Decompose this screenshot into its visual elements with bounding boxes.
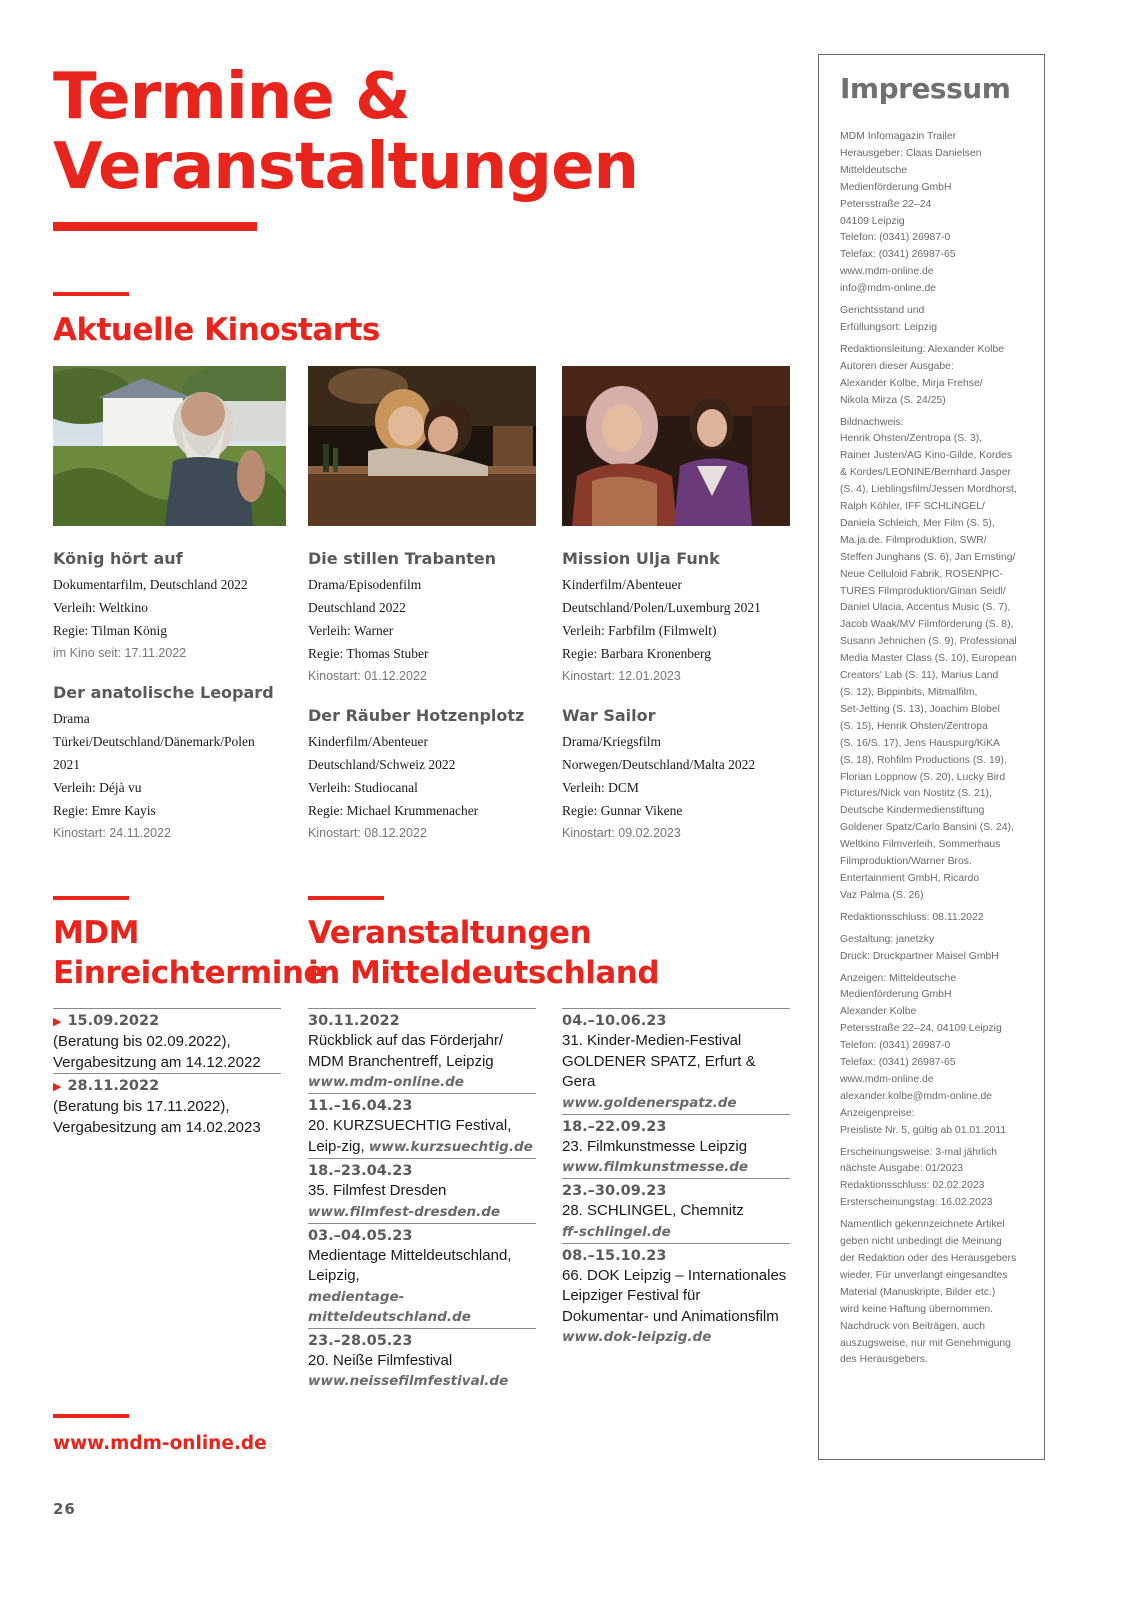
page-title-line-2: Veranstaltungen [53, 130, 639, 204]
impressum-line: der Redaktion oder des Herausgebers [840, 1253, 1017, 1264]
impressum-line: Neue Celluloid Fabrik, ROSENPIC- [840, 568, 1003, 580]
film-info-line: Norwegen/Deutschland/Malta 2022 [562, 757, 756, 772]
impressum-line: Material (Manuskripte, Bilder etc.) [840, 1286, 996, 1298]
event-date: 08.–15.10.23 [562, 1247, 667, 1264]
event-date: 18.–23.04.23 [308, 1163, 413, 1179]
impressum-line: (S. 4), Lieblingsfilm/Jessen Mordhorst, [840, 484, 1017, 496]
impressum-line: Ersterscheinungstag: 16.02.2023 [840, 1197, 993, 1209]
impressum-line: Telefon: (0341) 26987-0 [840, 1040, 951, 1052]
film-info-line: Drama/Episodenfilm [308, 577, 422, 592]
impressum-line: Medienförderung GmbH [840, 989, 952, 1001]
events-rule [308, 896, 384, 900]
film-title: Mission Ulja Funk [562, 549, 720, 568]
event-text: 35. Filmfest Dresden [308, 1182, 447, 1199]
impressum-line: Pictures/Nick von Nostitz (S. 21), [840, 788, 992, 800]
event-date: 30.11.2022 [308, 1013, 400, 1029]
film-info-line: Türkei/Deutschland/Dänemark/Polen [53, 734, 255, 749]
event-link[interactable]: www.goldenerspatz.de [562, 1094, 737, 1111]
impressum-block [840, 415, 1040, 905]
impressum-line: Druck: Druckpartner Maisel GmbH [840, 950, 999, 962]
event-date: 23.–28.05.23 [308, 1332, 413, 1349]
event-text: Rückblick auf das Förderjahr/ MDM Branchentreff, Leipzig [308, 1032, 504, 1070]
film-info-line: Verleih: Weltkino [53, 600, 149, 615]
impressum-line: Alexander Kolbe [840, 1006, 917, 1018]
impressum-line: info@mdm-online.de [840, 283, 937, 295]
film-title: Der anatolische Leopard [53, 683, 274, 702]
event-link[interactable]: www.filmfest-dresden.de [308, 1203, 501, 1220]
impressum-line: (S. 15), Henrik Ohsten/Zentropa [840, 720, 988, 732]
impressum-block [840, 932, 1040, 966]
impressum-block [840, 1217, 1040, 1369]
film-still-die-stillen-trabanten [308, 366, 541, 526]
impressum-line: Susann Jehnichen (S. 9), Professional [840, 636, 1017, 648]
event-date: 04.–10.06.23 [562, 1013, 667, 1029]
impressum-line: nächste Ausgabe: 01/2023 [840, 1163, 964, 1175]
film-info-line: Regie: Tilman König [53, 623, 168, 638]
impressum-line: des Herausgebers. [840, 1354, 928, 1366]
event-item [562, 1114, 790, 1179]
event-text: Medientage Mitteldeutschland, Leipzig, [308, 1246, 512, 1284]
impressum-line: Creators' Lab (S. 11), Marius Land [840, 670, 999, 682]
impressum-line: Redaktionsschluss: 02.02.2023 [840, 1180, 985, 1192]
impressum-line: Alexander Kolbe, Mirja Frehse/ [840, 377, 983, 389]
impressum-line: Namentlich gekennzeichnete Artikel [840, 1219, 1005, 1231]
film-info-line: Regie: Emre Kayis [53, 803, 156, 818]
film-column-3 [562, 548, 802, 845]
impressum-block [840, 342, 1040, 410]
film-start-date: Kinostart: 24.11.2022 [53, 826, 171, 840]
impressum-line: Telefax: (0341) 26987-65 [840, 1057, 956, 1069]
event-text: 20. Neiße Filmfestival [308, 1351, 453, 1369]
event-item [562, 1243, 790, 1349]
deadline-item [53, 1008, 281, 1073]
film-info-line: Regie: Thomas Stuber [308, 646, 429, 661]
event-text: 66. DOK Leipzig – Internationales Leipziger Festival für Dokumentar- und Animationsfilm [562, 1266, 787, 1325]
impressum-line: (S. 12), Bippinbits, Mitmalfilm, [840, 687, 978, 698]
film-start-date: im Kino seit: 17.11.2022 [53, 646, 187, 660]
event-date: 23.–30.09.23 [562, 1183, 667, 1199]
impressum-block [840, 910, 1040, 927]
impressum-line: Anzeigen: Mitteldeutsche [840, 972, 957, 984]
events-heading-line-2: in Mitteldeutschland [308, 955, 660, 991]
impressum-line: Redaktionsleitung: Alexander Kolbe [840, 343, 1005, 355]
film-column-1 [53, 548, 293, 845]
film-info-line: Verleih: Déjà vu [53, 780, 142, 795]
impressum-line: www.mdm-online.de [840, 266, 934, 278]
impressum-line: Erfüllungsort: Leipzig [840, 321, 938, 333]
film-info-line: Kinderfilm/Abenteuer [308, 734, 428, 749]
impressum-line: Vaz Palma (S. 26) [840, 889, 924, 901]
impressum-line: Nikola Mirza (S. 24/25) [840, 394, 946, 406]
impressum-box [818, 54, 1045, 1460]
impressum-line: geben nicht unbedingt die Meinung [840, 1236, 1002, 1248]
deadline-date: 28.11.2022 [67, 1078, 160, 1094]
event-date: 03.–04.05.23 [308, 1227, 413, 1244]
page-title-line-1: Termine & [53, 60, 410, 134]
film-title: War Sailor [562, 706, 656, 725]
title-underline [53, 222, 257, 231]
film-still-2-graphic [308, 366, 536, 526]
event-text: 28. SCHLINGEL, Chemnitz [562, 1202, 744, 1219]
impressum-line: Jacob Waak/MV Filmförderung (S. 8), [840, 619, 1014, 631]
deadline-text: (Beratung bis 02.09.2022), Vergabesitzung am 14.12.2022 [53, 1033, 261, 1071]
impressum-line: Preisliste Nr. 5, gültig ab 01.01.2011 [840, 1124, 1007, 1136]
events-heading [308, 913, 659, 993]
impressum-line: Petersstraße 22–24 [840, 198, 932, 210]
event-item [308, 1328, 536, 1393]
impressum-line: Henrik Ohsten/Zentropa (S. 3), [840, 433, 983, 445]
event-item [308, 1093, 536, 1158]
event-link[interactable]: www.dok-leipzig.de [562, 1329, 712, 1345]
film-start-date: Kinostart: 09.02.2023 [562, 826, 681, 840]
kinostarts-heading: Aktuelle Kinostarts [53, 312, 380, 348]
events-heading-line-1: Veranstaltungen [308, 915, 592, 951]
impressum-line: Telefax: (0341) 26987-65 [840, 249, 956, 261]
event-item [308, 1008, 536, 1093]
impressum-line: MDM Infomagazin Trailer [840, 131, 957, 142]
impressum-block [840, 971, 1040, 1140]
event-text: 20. KURZSUECHTIG Festival, Leip-zig, [308, 1117, 512, 1155]
film-title: Der Räuber Hotzenplotz [308, 706, 525, 725]
film-info-line: Regie: Gunnar Vikene [562, 803, 683, 818]
impressum-line: Gerichtsstand und [840, 305, 925, 317]
event-item [308, 1223, 536, 1328]
event-link[interactable]: www.mdm-online.de [308, 1074, 464, 1090]
impressum-line: Bildnachweis: [840, 416, 904, 428]
mdm-heading-line-1: MDM [53, 915, 139, 951]
impressum-line: Weltkino Filmverleih, Sommerhaus [840, 839, 1001, 851]
mdm-heading [53, 913, 324, 993]
impressum-line: Erscheinungsweise: 3-mal jährlich [840, 1146, 998, 1158]
event-text: 31. Kinder-Medien-Festival GOLDENER SPATZ, Erfurt & Gera [562, 1032, 756, 1090]
impressum-line: Ralph Köhler, IFF SCHLiNGEL/ [840, 501, 985, 513]
film-info-line: Deutschland 2022 [308, 600, 406, 615]
event-date: 18.–22.09.23 [562, 1118, 667, 1135]
kinostarts-rule [53, 292, 129, 296]
impressum-line: Gestaltung: janetzky [840, 933, 935, 945]
impressum-line: Herausgeber: Claas Danielsen [840, 147, 982, 159]
film-info-line: 2021 [53, 757, 80, 772]
impressum-line: wird keine Haftung übernommen. [840, 1303, 994, 1315]
impressum-line: Rainer Justen/AG Kino-Gilde, Kordes [840, 450, 1013, 462]
film-start-date: Kinostart: 01.12.2022 [308, 669, 427, 683]
page-number: 26 [53, 1500, 76, 1518]
event-link[interactable]: medientage-mitteldeutschland.de [308, 1288, 471, 1325]
film-info-line: Drama/Kriegsfilm [562, 734, 661, 749]
film-info-line: Verleih: Studiocanal [308, 780, 418, 795]
footer-rule [53, 1414, 129, 1418]
film-info-line: Verleih: DCM [562, 780, 639, 795]
impressum-line: Petersstraße 22–24, 04109 Leipzig [840, 1023, 1002, 1035]
mdm-rule [53, 896, 129, 900]
film-info-line: Kinderfilm/Abenteuer [562, 577, 682, 592]
impressum-block [840, 129, 1040, 298]
impressum-line: Daniela Schleich, Mer Film (S. 5), [840, 517, 995, 529]
impressum-line: Medienförderung GmbH [840, 181, 952, 193]
mdm-heading-line-2: Einreichtermine [53, 955, 324, 991]
impressum-block [840, 1145, 1040, 1213]
impressum-line: Goldener Spatz/Carlo Bansini (S. 24), [840, 822, 1014, 834]
event-text: 23. Filmkunstmesse Leipzig [562, 1137, 748, 1155]
impressum-line: TURES Filmproduktion/Ginan Seidl/ [840, 585, 1006, 597]
impressum-block [840, 303, 1040, 337]
impressum-line: Daniel Ulacia, Accentus Music (S. 7), [840, 602, 1011, 614]
event-item [562, 1008, 790, 1114]
impressum-line: Set-Jetting (S. 13), Joachim Blobel [840, 703, 1000, 715]
film-title: König hört auf [53, 549, 183, 568]
event-item [562, 1178, 790, 1243]
event-link[interactable]: www.neissefilmfestival.de [308, 1373, 509, 1389]
impressum-line: Redaktionsschluss: 08.11.2022 [840, 911, 984, 923]
impressum-line: Filmproduktion/Warner Bros. [840, 856, 972, 868]
impressum-line: Steffen Junghans (S. 6), Jan Ernsting/ [840, 551, 1016, 563]
film-info-line: Deutschland/Schweiz 2022 [308, 757, 456, 772]
event-item [308, 1158, 536, 1223]
impressum-line: Entertainment GmbH, Ricardo [840, 872, 980, 884]
impressum-line: 04109 Leipzig [840, 215, 905, 227]
impressum-body [840, 129, 1040, 1374]
impressum-line: Mitteldeutsche [840, 164, 907, 176]
film-still-mission-ulja-funk [562, 366, 795, 526]
deadline-item [53, 1073, 281, 1138]
deadline-date: 15.09.2022 [67, 1013, 160, 1029]
footer-website-link[interactable]: www.mdm-online.de [53, 1433, 267, 1454]
event-date: 11.–16.04.23 [308, 1098, 413, 1114]
film-info-line: Verleih: Farbfilm (Filmwelt) [562, 623, 717, 638]
film-start-date: Kinostart: 12.01.2023 [562, 669, 681, 683]
impressum-line: Florian Loppnow (S. 20), Lucky Bird [840, 771, 1006, 783]
impressum-heading: Impressum [840, 72, 1011, 105]
events-column-2 [562, 1008, 790, 1348]
mdm-deadlines [53, 1008, 281, 1138]
impressum-line: & Kordes/LEONINE/Bernhard Jasper [840, 467, 1011, 479]
film-info-line: Dokumentarfilm, Deutschland 2022 [53, 577, 248, 592]
impressum-line: Anzeigenpreise: [840, 1107, 915, 1119]
film-still-3-graphic [562, 366, 790, 526]
film-still-koenig-hoert-auf [53, 366, 286, 526]
film-info-line: Regie: Barbara Kronenberg [562, 646, 711, 661]
triangle-right-icon: ▶ [53, 1080, 62, 1093]
page-title [53, 62, 793, 202]
event-link[interactable]: www.filmkunstmesse.de [562, 1159, 749, 1175]
film-info-line: Regie: Michael Krummenacher [308, 803, 479, 818]
impressum-line: Telefon: (0341) 26987-0 [840, 232, 951, 244]
impressum-line: Nachdruck von Beiträgen, auch [840, 1320, 985, 1332]
impressum-line: Deutsche Kindermedienstiftung [840, 805, 985, 817]
impressum-line: Ma.ja.de. Filmproduktion, SWR/ [840, 534, 987, 546]
deadline-text: (Beratung bis 17.11.2022), Vergabesitzung am 14.02.2023 [53, 1098, 261, 1136]
film-still-1-graphic [53, 366, 286, 526]
impressum-line: alexander.kolbe@mdm-online.de [840, 1090, 993, 1102]
event-link[interactable]: ff-schlingel.de [562, 1223, 671, 1240]
impressum-line: (S. 18), Rohfilm Productions (S. 19), [840, 754, 1007, 766]
film-column-2 [308, 548, 548, 845]
events-column-1 [308, 1008, 536, 1392]
impressum-line: auszugsweise, nur mit Genehmigung [840, 1337, 1011, 1349]
event-link[interactable]: www.kurzsuechtig.de [368, 1138, 533, 1155]
film-title: Die stillen Trabanten [308, 549, 496, 568]
film-info-line: Verleih: Warner [308, 623, 394, 638]
impressum-line: Autoren dieser Ausgabe: [840, 360, 954, 372]
film-info-line: Deutschland/Polen/Luxemburg 2021 [562, 600, 761, 615]
film-start-date: Kinostart: 08.12.2022 [308, 826, 427, 840]
impressum-line: (S. 16/S. 17), Jens Hauspurg/KiKA [840, 737, 1000, 749]
impressum-line: wieder. Für unverlangt eingesandtes [840, 1269, 1008, 1281]
impressum-line: www.mdm-online.de [840, 1073, 934, 1085]
triangle-right-icon: ▶ [53, 1015, 62, 1028]
impressum-line: Media Master Class (S. 10), European [840, 653, 1017, 665]
film-info-line: Drama [53, 711, 90, 726]
